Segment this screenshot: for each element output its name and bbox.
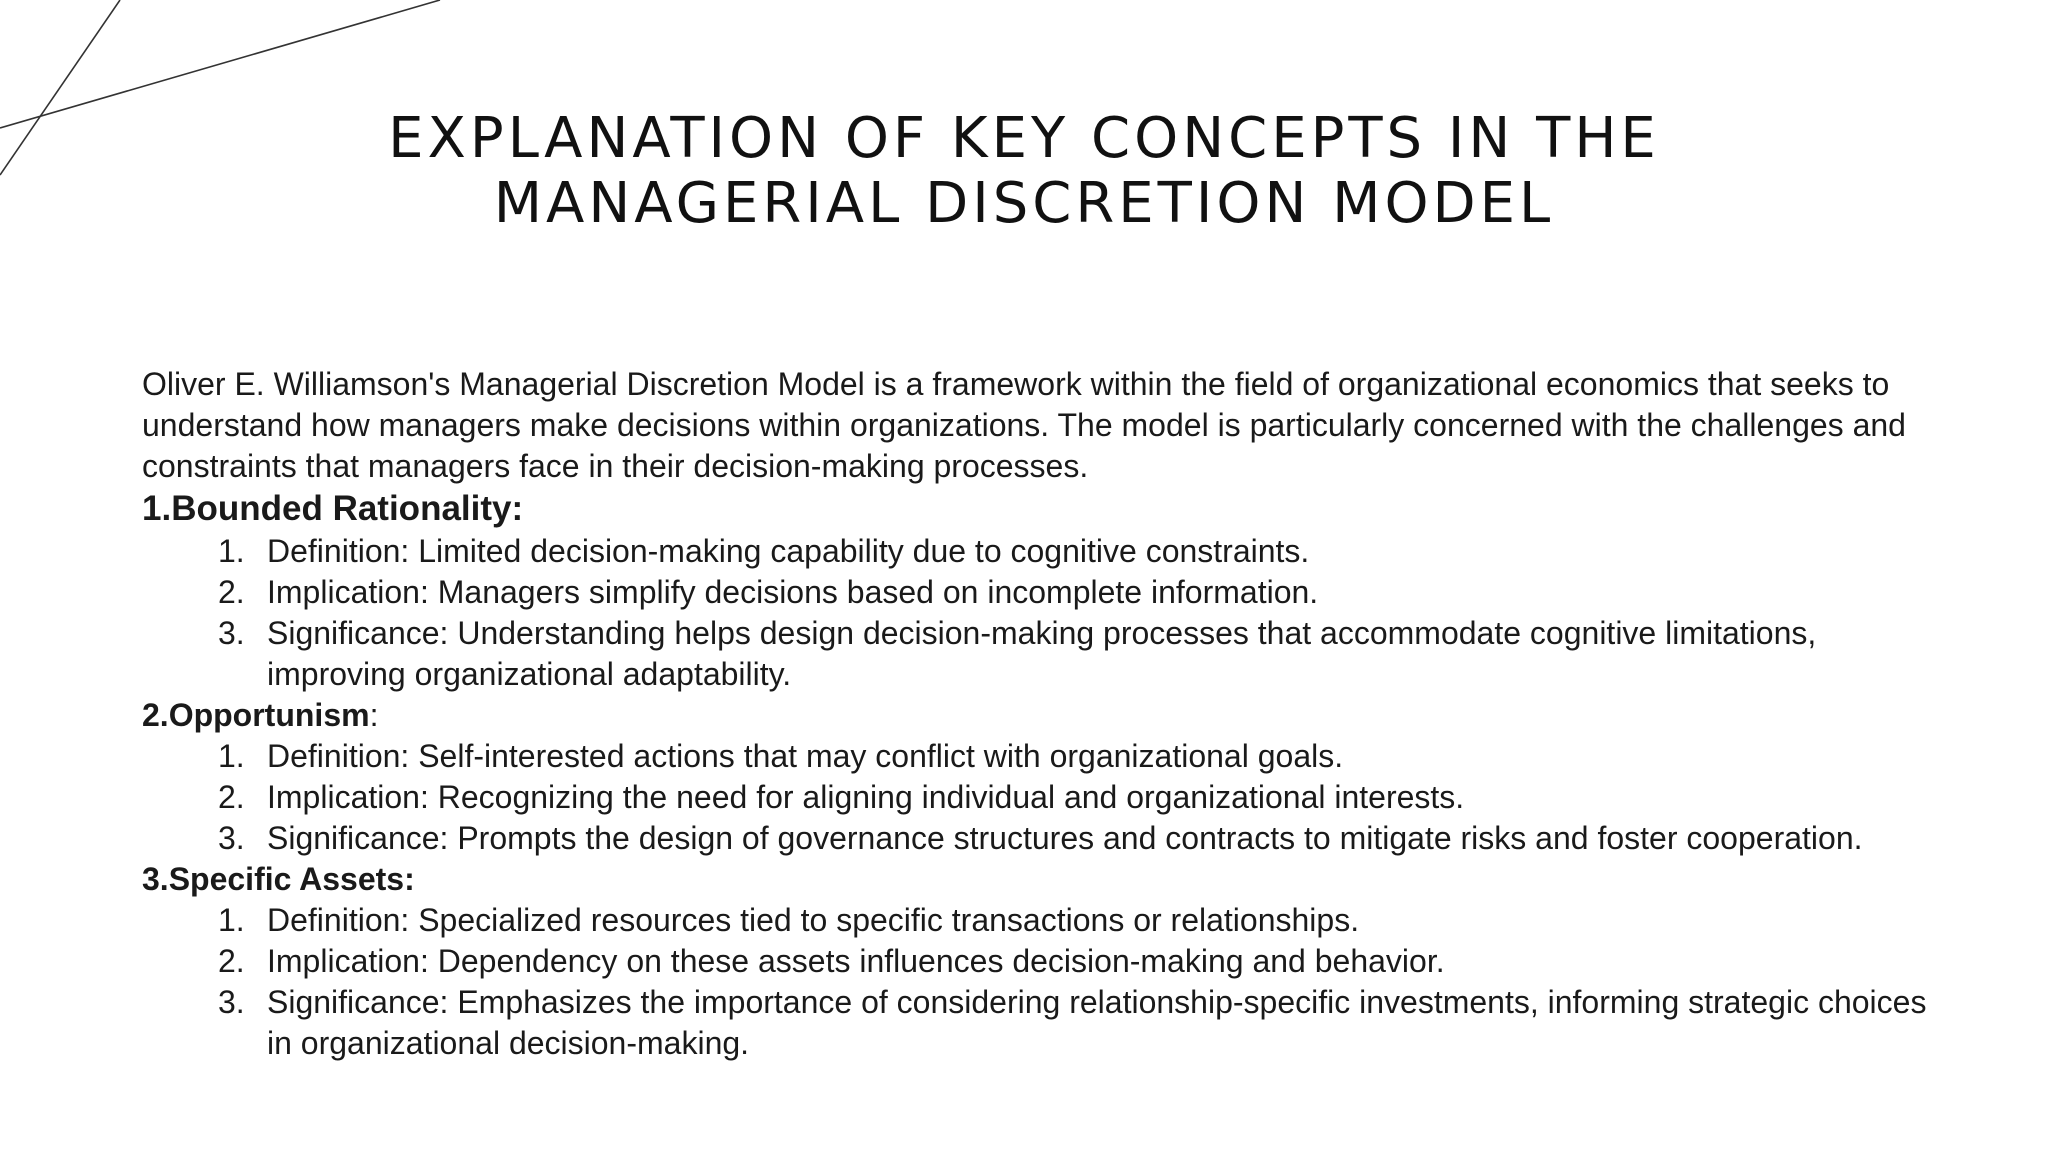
list-item bbox=[142, 572, 1927, 613]
list-item-text: Definition: Specialized resources tied to specific transactions or relationships. bbox=[267, 902, 1360, 938]
list-marker: 1. bbox=[218, 738, 245, 774]
list-marker: 3. bbox=[218, 820, 245, 856]
list-item-text: Significance: Understanding helps design decision-making processes that accommodate cognitive limitations, improving organizational adaptability. bbox=[267, 615, 1817, 692]
section-number: 3. bbox=[142, 861, 169, 897]
list-item-text: Implication: Managers simplify decisions based on incomplete information. bbox=[267, 574, 1319, 610]
list-item bbox=[142, 982, 1927, 1064]
list-item-text: Implication: Recognizing the need for aligning individual and organizational interests. bbox=[267, 779, 1465, 815]
list-item-text: Significance: Emphasizes the importance of considering relationship-specific investments, informing strategic choices in organizational decision-making. bbox=[267, 984, 1927, 1061]
section-opportunism bbox=[142, 695, 2022, 859]
section-points bbox=[142, 531, 2022, 695]
list-item bbox=[142, 900, 1927, 941]
list-item bbox=[142, 613, 1927, 695]
list-item bbox=[142, 736, 1927, 777]
list-item-text: Significance: Prompts the design of governance structures and contracts to mitigate risks and foster cooperation. bbox=[267, 820, 1863, 856]
section-bounded-rationality bbox=[142, 487, 2022, 695]
section-heading-text: Bounded Rationality: bbox=[171, 489, 524, 528]
slide-title bbox=[0, 106, 2048, 236]
list-item-text: Definition: Limited decision-making capability due to cognitive constraints. bbox=[267, 533, 1310, 569]
section-heading-text: Specific Assets: bbox=[168, 861, 415, 897]
section-points bbox=[142, 736, 2022, 859]
slide-title-line: MANAGERIAL DISCRETION MODEL bbox=[493, 171, 1555, 236]
list-item bbox=[142, 941, 1927, 982]
section-heading bbox=[142, 487, 2022, 531]
section-specific-assets bbox=[142, 859, 2022, 1064]
list-marker: 2. bbox=[218, 574, 245, 610]
intro-paragraph: Oliver E. Williamson's Managerial Discretion Model is a framework within the field of organizational economics that seeks to understand how managers make decisions within organizations. The model is particularly concerned with the challenges and constraints that managers face in their decision-making processes. bbox=[142, 366, 1906, 484]
list-item-text: Implication: Dependency on these assets influences decision-making and behavior. bbox=[267, 943, 1445, 979]
list-item bbox=[142, 777, 1927, 818]
section-heading bbox=[142, 859, 2022, 900]
section-heading bbox=[142, 695, 2022, 736]
list-marker: 1. bbox=[218, 533, 245, 569]
list-item bbox=[142, 818, 1927, 859]
list-item-text: Definition: Self-interested actions that may conflict with organizational goals. bbox=[267, 738, 1344, 774]
list-marker: 2. bbox=[218, 943, 245, 979]
section-number: 2. bbox=[142, 697, 169, 733]
section-heading-suffix: : bbox=[369, 697, 379, 733]
list-marker: 3. bbox=[218, 984, 245, 1020]
list-marker: 2. bbox=[218, 779, 245, 815]
list-marker: 1. bbox=[218, 902, 245, 938]
section-points bbox=[142, 900, 2022, 1064]
slide-body bbox=[142, 364, 2022, 1064]
section-number: 1. bbox=[142, 489, 172, 528]
section-heading-text: Opportunism bbox=[168, 697, 370, 733]
list-marker: 3. bbox=[218, 615, 245, 651]
slide-title-line: EXPLANATION OF KEY CONCEPTS IN THE bbox=[388, 106, 1660, 171]
list-item bbox=[142, 531, 1927, 572]
